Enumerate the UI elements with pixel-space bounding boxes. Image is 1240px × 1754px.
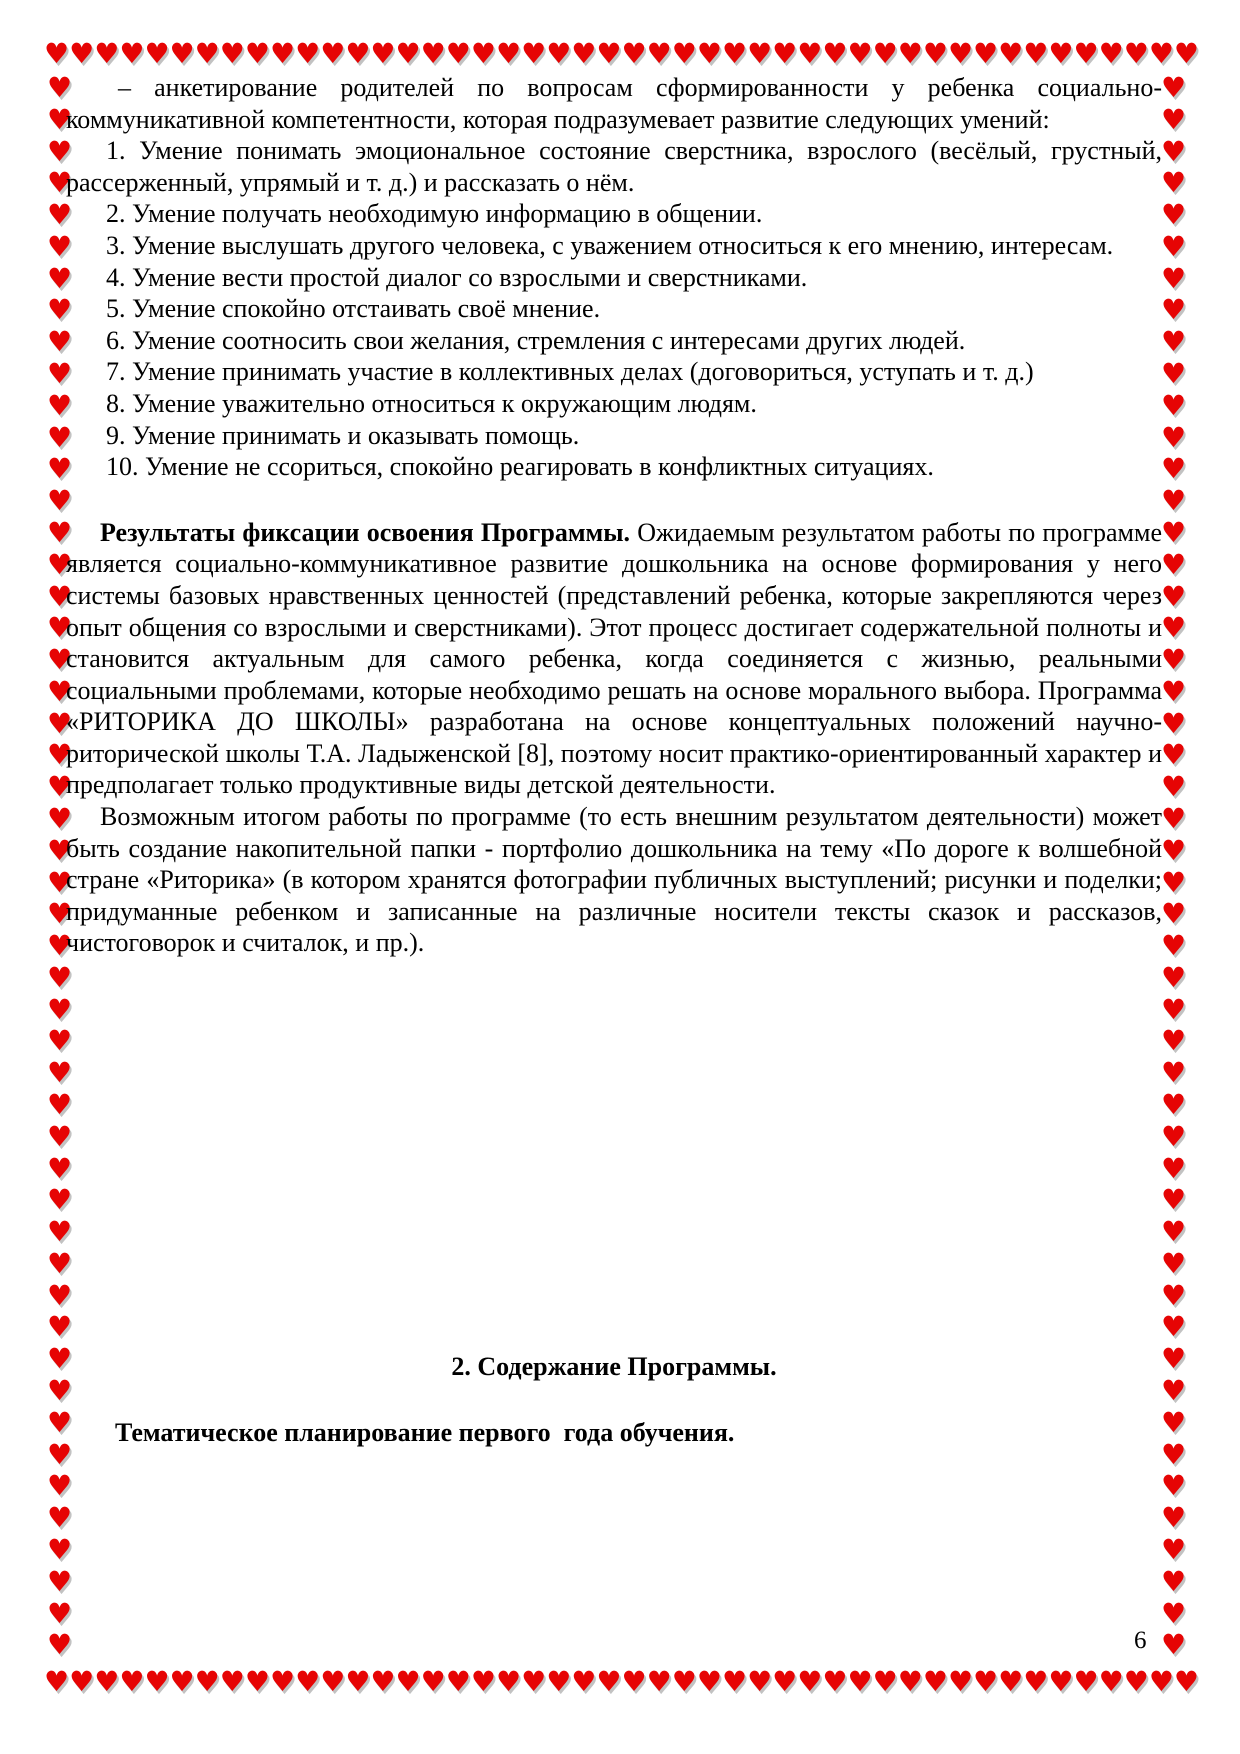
heart-icon: ♥ <box>420 37 446 70</box>
heart-icon: ♥ <box>1098 37 1124 70</box>
heart-icon: ♥ <box>671 37 697 70</box>
heart-icon: ♥ <box>822 37 848 70</box>
heart-icon: ♥ <box>1161 1119 1187 1153</box>
heart-icon: ♥ <box>772 37 798 70</box>
heart-icon: ♥ <box>797 37 823 70</box>
heart-icon: ♥ <box>1161 388 1187 422</box>
heart-icon: ♥ <box>47 992 73 1026</box>
heart-icon: ♥ <box>1161 452 1187 486</box>
heart-icon: ♥ <box>1161 1374 1187 1408</box>
heart-icon: ♥ <box>1161 293 1187 327</box>
heart-icon: ♥ <box>47 579 73 613</box>
heart-icon: ♥ <box>47 547 73 581</box>
heart-icon: ♥ <box>47 1405 73 1439</box>
heart-icon: ♥ <box>721 37 748 70</box>
heart-icon: ♥ <box>47 229 73 263</box>
heart-icon: ♥ <box>295 1665 321 1698</box>
heart-icon: ♥ <box>747 1665 773 1698</box>
heart-icon: ♥ <box>47 1628 73 1662</box>
heart-icon: ♥ <box>44 1665 70 1698</box>
heart-icon: ♥ <box>1048 37 1074 70</box>
heart-icon: ♥ <box>546 1665 572 1698</box>
heart-icon: ♥ <box>47 1151 73 1185</box>
heart-icon: ♥ <box>47 674 73 708</box>
heart-icon: ♥ <box>1161 1469 1187 1503</box>
skill-item-2: 2. Умение получать необходимую информацию в общении. <box>106 199 763 229</box>
heart-icon: ♥ <box>47 643 73 677</box>
heart-icon: ♥ <box>1161 102 1187 136</box>
heart-icon: ♥ <box>47 1183 73 1217</box>
heart-icon: ♥ <box>1173 37 1200 70</box>
heart-icon: ♥ <box>621 37 647 70</box>
heart-icon: ♥ <box>47 1532 73 1566</box>
heart-icon: ♥ <box>47 452 73 486</box>
heart-icon: ♥ <box>345 1665 371 1698</box>
heart-icon: ♥ <box>897 1665 923 1698</box>
heart-icon: ♥ <box>872 37 898 70</box>
heart-icon: ♥ <box>47 1056 73 1090</box>
heart-icon: ♥ <box>47 293 73 327</box>
heart-icon: ♥ <box>47 1215 73 1249</box>
heart-icon: ♥ <box>521 1665 547 1698</box>
heart-icon: ♥ <box>521 37 547 70</box>
heart-icon: ♥ <box>1161 1215 1187 1249</box>
heart-icon: ♥ <box>1161 611 1187 645</box>
heart-icon: ♥ <box>1161 420 1187 454</box>
heart-icon: ♥ <box>1161 1501 1187 1535</box>
heart-icon: ♥ <box>571 1665 597 1698</box>
results-paragraph-lead: Результаты фиксации освоения Программы. <box>100 517 631 547</box>
heart-icon: ♥ <box>47 897 73 931</box>
heart-icon: ♥ <box>445 37 471 70</box>
heart-icon: ♥ <box>671 1665 697 1698</box>
subsection-heading: Тематическое планирование первого года обучения. <box>115 1417 735 1447</box>
heart-icon: ♥ <box>1161 229 1187 263</box>
heart-icon: ♥ <box>1161 198 1187 232</box>
heart-icon: ♥ <box>194 1665 220 1698</box>
heart-icon: ♥ <box>1161 833 1187 867</box>
heart-icon: ♥ <box>495 37 522 70</box>
heart-icon: ♥ <box>144 1665 170 1698</box>
heart-icon: ♥ <box>219 37 245 70</box>
heart-icon: ♥ <box>269 1665 296 1698</box>
heart-icon: ♥ <box>922 37 948 70</box>
heart-icon: ♥ <box>47 1501 73 1535</box>
heart-icon: ♥ <box>1173 1665 1200 1698</box>
heart-icon: ♥ <box>47 1278 73 1312</box>
heart-icon: ♥ <box>1161 579 1187 613</box>
heart-icon: ♥ <box>747 37 773 70</box>
heart-icon: ♥ <box>47 1246 73 1280</box>
heart-icon: ♥ <box>47 738 73 772</box>
heart-icon: ♥ <box>1161 1628 1187 1662</box>
heart-icon: ♥ <box>47 770 73 804</box>
heart-icon: ♥ <box>47 611 73 645</box>
heart-icon: ♥ <box>1161 738 1187 772</box>
heart-icon: ♥ <box>1161 865 1187 899</box>
heart-icon: ♥ <box>1123 1665 1149 1698</box>
heart-icon: ♥ <box>973 37 999 70</box>
heart-border-bottom <box>44 1665 1200 1698</box>
heart-icon: ♥ <box>47 388 73 422</box>
heart-icon: ♥ <box>1161 674 1187 708</box>
heart-icon: ♥ <box>395 37 421 70</box>
heart-icon: ♥ <box>947 1665 974 1698</box>
heart-icon: ♥ <box>1161 1278 1187 1312</box>
heart-icon: ♥ <box>1161 897 1187 931</box>
heart-icon: ♥ <box>822 1665 848 1698</box>
skill-item-6: 6. Умение соотносить свои желания, стремления с интересами других людей. <box>106 325 966 355</box>
heart-icon: ♥ <box>94 1665 120 1698</box>
heart-icon: ♥ <box>1161 1342 1187 1376</box>
heart-icon: ♥ <box>1161 1088 1187 1121</box>
heart-icon: ♥ <box>1161 929 1187 963</box>
heart-icon: ♥ <box>420 1665 446 1698</box>
heart-icon: ♥ <box>847 37 873 70</box>
heart-icon: ♥ <box>47 1437 73 1471</box>
heart-icon: ♥ <box>1161 960 1187 994</box>
heart-icon: ♥ <box>1161 1246 1187 1280</box>
heart-icon: ♥ <box>1161 515 1187 549</box>
heart-icon: ♥ <box>47 1088 73 1121</box>
heart-icon: ♥ <box>721 1665 748 1698</box>
heart-icon: ♥ <box>1161 1437 1187 1471</box>
heart-icon: ♥ <box>1161 547 1187 581</box>
heart-icon: ♥ <box>269 37 296 70</box>
heart-icon: ♥ <box>998 37 1024 70</box>
heart-icon: ♥ <box>1161 134 1187 168</box>
heart-icon: ♥ <box>47 102 73 136</box>
heart-icon: ♥ <box>69 1665 95 1698</box>
heart-icon: ♥ <box>1161 484 1187 518</box>
heart-icon: ♥ <box>621 1665 647 1698</box>
heart-icon: ♥ <box>1073 37 1099 70</box>
heart-icon: ♥ <box>1161 1564 1187 1598</box>
heart-icon: ♥ <box>445 1665 471 1698</box>
heart-icon: ♥ <box>47 515 73 549</box>
heart-icon: ♥ <box>47 960 73 994</box>
heart-icon: ♥ <box>47 1374 73 1408</box>
heart-icon: ♥ <box>47 1469 73 1503</box>
heart-icon: ♥ <box>646 1665 672 1698</box>
heart-icon: ♥ <box>1023 37 1049 70</box>
heart-icon: ♥ <box>47 801 73 835</box>
heart-icon: ♥ <box>1161 1596 1187 1630</box>
results-paragraph <box>66 517 1162 801</box>
skill-item-7: 7. Умение принимать участие в коллективных делах (договориться, уступать и т. д.) <box>106 357 1034 387</box>
heart-icon: ♥ <box>94 37 120 70</box>
heart-icon: ♥ <box>1161 325 1187 359</box>
skill-item-3: 3. Умение выслушать другого человека, с уважением относиться к его мнению, интересам. <box>106 230 1114 260</box>
heart-icon: ♥ <box>696 37 722 70</box>
heart-icon: ♥ <box>320 37 346 70</box>
heart-icon: ♥ <box>973 1665 999 1698</box>
heart-icon: ♥ <box>47 261 73 295</box>
heart-icon: ♥ <box>144 37 170 70</box>
heart-icon: ♥ <box>646 37 672 70</box>
heart-icon: ♥ <box>47 1342 73 1376</box>
heart-icon: ♥ <box>47 357 73 391</box>
heart-icon: ♥ <box>47 1564 73 1598</box>
heart-icon: ♥ <box>47 198 73 232</box>
heart-icon: ♥ <box>470 1665 496 1698</box>
heart-icon: ♥ <box>1161 261 1187 295</box>
heart-icon: ♥ <box>998 1665 1024 1698</box>
heart-icon: ♥ <box>922 1665 948 1698</box>
heart-icon: ♥ <box>219 1665 245 1698</box>
skill-item-4: 4. Умение вести простой диалог со взрослыми и сверстниками. <box>106 262 808 292</box>
heart-icon: ♥ <box>395 1665 421 1698</box>
heart-icon: ♥ <box>872 1665 898 1698</box>
heart-icon: ♥ <box>1161 1024 1187 1058</box>
heart-icon: ♥ <box>47 929 73 963</box>
heart-icon: ♥ <box>47 1119 73 1153</box>
heart-icon: ♥ <box>546 37 572 70</box>
heart-icon: ♥ <box>1123 37 1149 70</box>
heart-icon: ♥ <box>897 37 923 70</box>
heart-icon: ♥ <box>1161 1405 1187 1439</box>
heart-icon: ♥ <box>169 1665 195 1698</box>
heart-icon: ♥ <box>320 1665 346 1698</box>
heart-icon: ♥ <box>1161 801 1187 835</box>
heart-icon: ♥ <box>1098 1665 1124 1698</box>
heart-icon: ♥ <box>1161 71 1187 104</box>
heart-icon: ♥ <box>47 134 73 168</box>
heart-icon: ♥ <box>1161 643 1187 677</box>
heart-icon: ♥ <box>44 37 70 70</box>
heart-icon: ♥ <box>370 1665 396 1698</box>
heart-icon: ♥ <box>47 865 73 899</box>
heart-icon: ♥ <box>1161 166 1187 200</box>
heart-icon: ♥ <box>1148 1665 1174 1698</box>
heart-icon: ♥ <box>244 1665 270 1698</box>
heart-icon: ♥ <box>47 706 73 740</box>
results-paragraph-text: Ожидаемым результатом работы по программе является социально-коммуникативное развитие дошкольника на основе формирования у него системы базовых нравственных ценностей (представлений ребенка, которые закрепляются через опыт общения со взрослыми и сверстниками). Этот процесс достигает содержательной полноты и становится актуальным для самого ребенка, когда соединяется с жизнью, реальными социальными проблемами, которые необходимо решать на основе морального выбора. Программа «РИТОРИКА ДО ШКОЛЫ» разработана на основе концептуальных положений научно-риторической школы Т.А. Ладыженской [8], поэтому носит практико-ориентированный характер и предполагает только продуктивные виды детской деятельности. <box>66 517 1162 800</box>
heart-icon: ♥ <box>1161 1056 1187 1090</box>
heart-border-right <box>1161 71 1187 1662</box>
heart-icon: ♥ <box>47 1310 73 1344</box>
section-heading: 2. Содержание Программы. <box>451 1352 777 1382</box>
heart-icon: ♥ <box>345 37 371 70</box>
heart-icon: ♥ <box>596 1665 622 1698</box>
heart-icon: ♥ <box>1161 1183 1187 1217</box>
heart-icon: ♥ <box>244 37 270 70</box>
portfolio-paragraph: Возможным итогом работы по программе (то есть внешним результатом деятельности) может быть создание накопительной папки - портфолио дошкольника на тему «По дороге к волшебной стране «Риторика» (в котором хранятся фотографии публичных выступлений; рисунки и поделки; придуманные ребенком и записанные на различные носители тексты сказок и рассказов, чистоговорок и считалок, и пр.). <box>66 802 1162 958</box>
heart-icon: ♥ <box>47 420 73 454</box>
heart-icon: ♥ <box>1161 770 1187 804</box>
heart-icon: ♥ <box>571 37 597 70</box>
heart-icon: ♥ <box>1161 357 1187 391</box>
heart-icon: ♥ <box>772 1665 798 1698</box>
heart-icon: ♥ <box>119 1665 145 1698</box>
heart-icon: ♥ <box>847 1665 873 1698</box>
parent-survey-paragraph: – анкетирование родителей по вопросам сформированности у ребенка социально-коммуникативной компетентности, которая подразумевает развитие следующих умений: <box>66 73 1162 134</box>
heart-border-top <box>44 37 1200 70</box>
heart-icon: ♥ <box>495 1665 522 1698</box>
heart-icon: ♥ <box>47 325 73 359</box>
heart-icon: ♥ <box>370 37 396 70</box>
heart-icon: ♥ <box>947 37 974 70</box>
heart-icon: ♥ <box>1148 37 1174 70</box>
heart-icon: ♥ <box>47 1024 73 1058</box>
heart-icon: ♥ <box>1161 1310 1187 1344</box>
skill-item-5: 5. Умение спокойно отстаивать своё мнение. <box>106 294 601 324</box>
skill-item-10: 10. Умение не ссориться, спокойно реагировать в конфликтных ситуациях. <box>106 452 934 482</box>
heart-icon: ♥ <box>169 37 195 70</box>
heart-icon: ♥ <box>1161 1532 1187 1566</box>
document-body <box>66 72 1162 1448</box>
heart-icon: ♥ <box>596 37 622 70</box>
heart-icon: ♥ <box>696 1665 722 1698</box>
heart-icon: ♥ <box>1161 992 1187 1026</box>
heart-icon: ♥ <box>69 37 95 70</box>
heart-icon: ♥ <box>119 37 145 70</box>
skill-item-8: 8. Умение уважительно относиться к окружающим людям. <box>106 388 757 418</box>
heart-icon: ♥ <box>194 37 220 70</box>
skill-item-1: 1. Умение понимать эмоциональное состояние сверстника, взрослого (весёлый, грустный, рассерженный, упрямый и т. д.) и рассказать о нём. <box>66 136 1162 197</box>
heart-icon: ♥ <box>47 833 73 867</box>
heart-icon: ♥ <box>1048 1665 1074 1698</box>
skill-item-9: 9. Умение принимать и оказывать помощь. <box>106 420 580 450</box>
heart-icon: ♥ <box>47 1596 73 1630</box>
heart-icon: ♥ <box>1023 1665 1049 1698</box>
page-number: 6 <box>1134 1627 1147 1654</box>
heart-icon: ♥ <box>47 71 73 104</box>
heart-icon: ♥ <box>47 166 73 200</box>
heart-icon: ♥ <box>295 37 321 70</box>
heart-icon: ♥ <box>470 37 496 70</box>
heart-icon: ♥ <box>1073 1665 1099 1698</box>
heart-icon: ♥ <box>47 484 73 518</box>
heart-icon: ♥ <box>1161 1151 1187 1185</box>
heart-icon: ♥ <box>1161 706 1187 740</box>
heart-icon: ♥ <box>797 1665 823 1698</box>
